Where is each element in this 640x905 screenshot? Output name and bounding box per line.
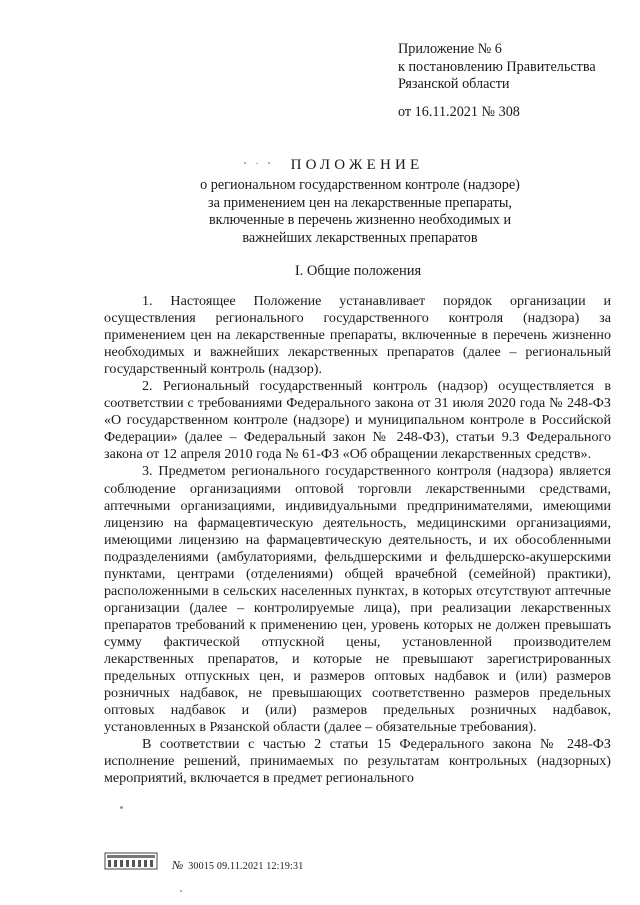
scan-speck	[244, 162, 246, 164]
subtitle-line: важнейших лекарственных препаратов	[242, 229, 478, 246]
scan-speck	[180, 890, 182, 892]
number-sign: №	[172, 858, 184, 872]
registration-number	[172, 858, 303, 873]
annex-reference: к постановлению Правительства	[398, 58, 596, 75]
document-title: ПОЛОЖЕНИЕ	[290, 157, 424, 173]
paragraph-4: В соответствии с частью 2 статьи 15 Федерального закона № 248-ФЗ исполнение решений, принимаемых по результатам контрольных (надзорных) мероприятий, включается в предмет регионального	[104, 736, 611, 787]
scan-speck	[256, 163, 258, 164]
subtitle-line: за применением цен на лекарственные препараты,	[208, 194, 512, 211]
paragraph-2: 2. Региональный государственный контроль (надзор) осуществляется в соответствии с требованиями Федерального закона от 31 июля 2020 года № 248-ФЗ «О государственном контроле (надзоре) и муниципальном контроле в Российской Федерации» (далее – Федеральный закон № 248-ФЗ), статьи 9.3 Федерального закона от 12 апреля 2010 года № 61-ФЗ «Об обращении лекарственных средств».	[104, 378, 611, 463]
paragraph-1: 1. Настоящее Положение устанавливает порядок организации и осуществления регионального государственного контроля (надзора) за применением цен на лекарственные препараты, включенные в перечень жизненно необходимых и важнейших лекарственных препаратов (далее – региональный государственный контроль (надзор).	[104, 293, 611, 378]
subtitle-line: включенные в перечень жизненно необходимых и	[208, 212, 512, 228]
subtitle-line: о региональном государственном контроле (надзоре)	[200, 177, 520, 193]
annex-number: Приложение № 6	[398, 41, 502, 57]
section-heading: I. Общие положения	[294, 263, 422, 279]
scan-speck	[120, 806, 123, 809]
document-body	[104, 293, 611, 787]
doc-datetime: 09.11.2021 12:19:31	[216, 861, 304, 872]
scan-speck	[268, 162, 270, 164]
annex-date: от 16.11.2021 № 308	[398, 103, 520, 120]
paragraph-3: 3. Предметом регионального государственного контроля (надзора) является соблюдение организациями оптовой торговли лекарственными средствами, аптечными организациями, индивидуальными предпринимателями, имеющими лицензию на фармацевтическую деятельность, медицинскими организациями, имеющими лицензию на фармацевтическую деятельность, и их обособленными подразделениями (амбулаториями, фельдшерскими и фельдшерско-акушерскими пунктами, центрами (отделениями) общей врачебной (семейной) практики), расположенными в сельских населенных пунктах, в которых отсутствуют аптечные организации (далее – контролируемые лица), при реализации лекарственных препаратов требований к применению цен, уровень которых не должен превышать сумму фактической отпускной цены, установленной производителем лекарственных препаратов, и которые не превышают зарегистрированных предельных отпускных цен, и размеров оптовых надбавок и (или) размеров розничных надбавок, не превышающих соответственно размеров предельных оптовых надбавок и (или) размеров предельных розничных надбавок, установленных в Рязанской области (далее – обязательные требования).	[104, 463, 611, 736]
registry-stamp-icon	[104, 852, 158, 870]
document-subtitle	[120, 177, 600, 247]
annex-region: Рязанской области	[398, 76, 510, 92]
doc-number: 30015	[188, 861, 215, 872]
annex-block	[398, 41, 634, 121]
